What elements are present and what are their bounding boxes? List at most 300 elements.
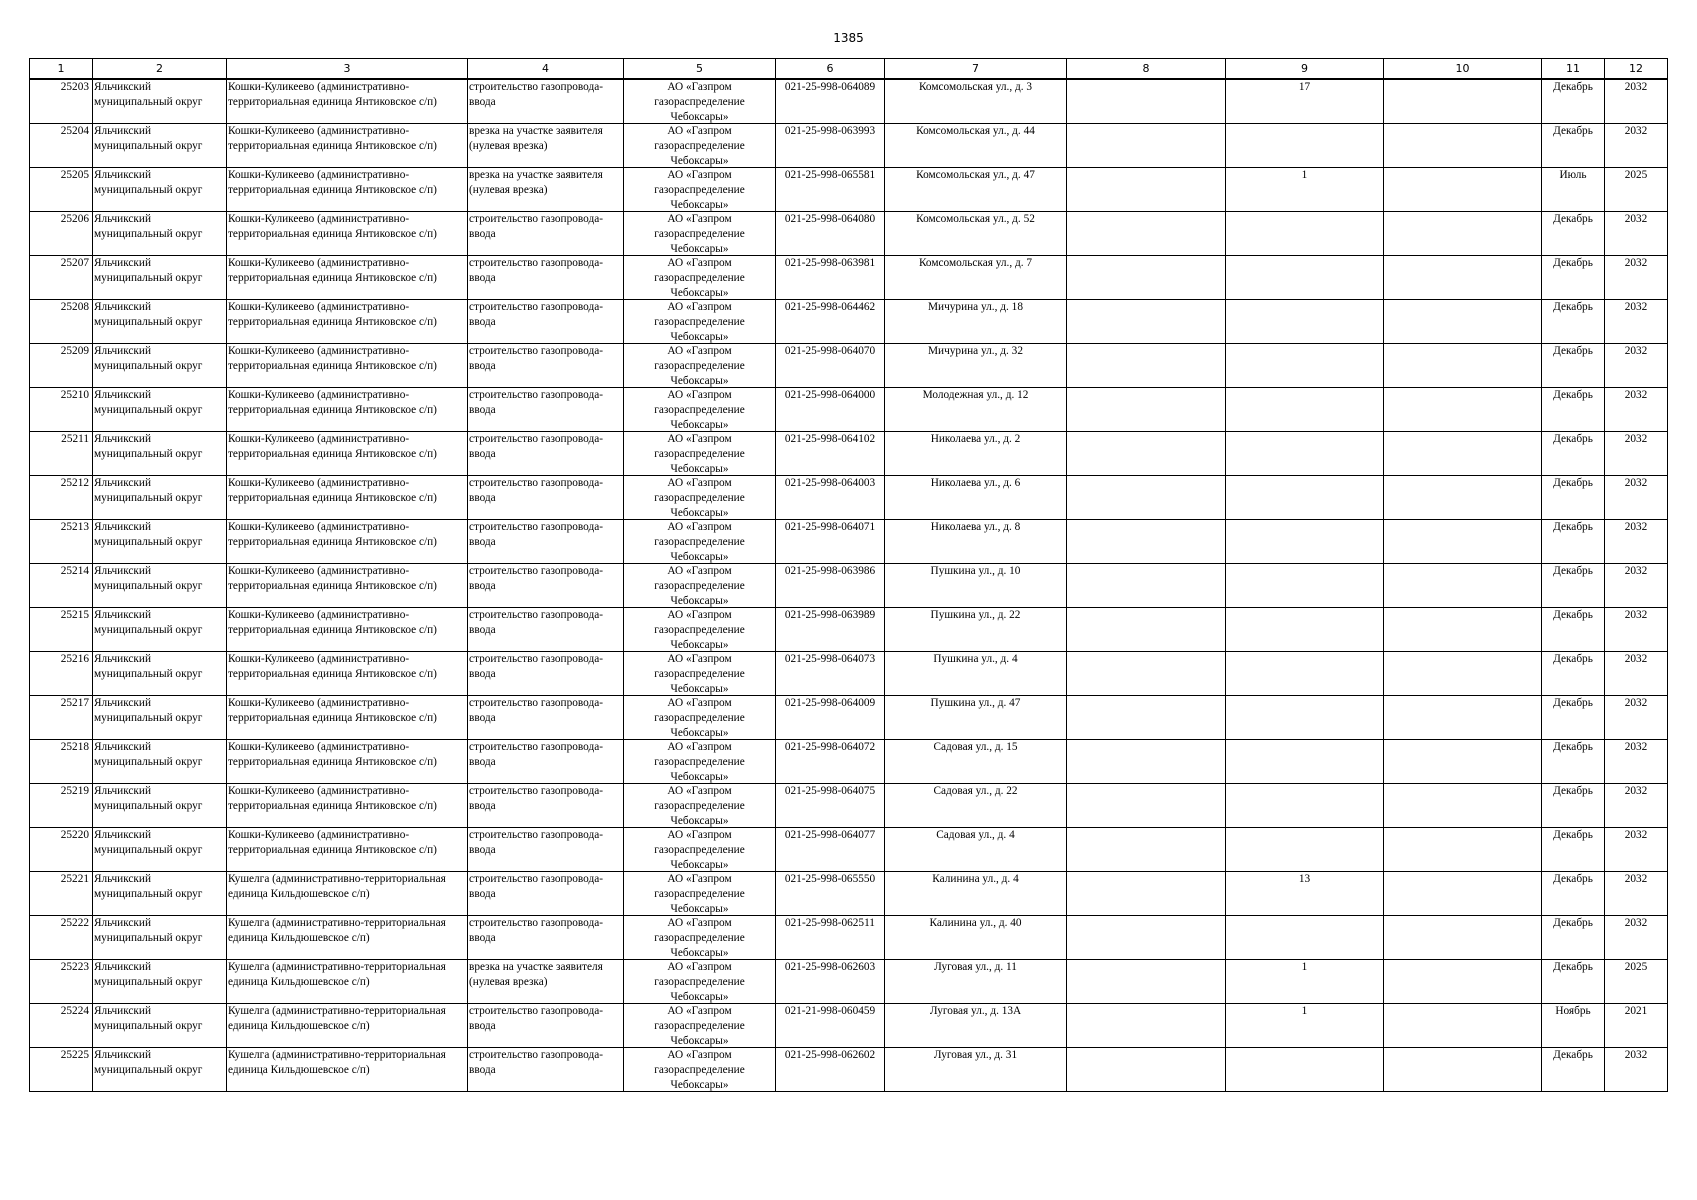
column-9-cell-text [1227, 784, 1382, 827]
district-cell [93, 212, 227, 256]
work-type-cell-text: строительство газопровода-ввода [469, 477, 603, 504]
address-cell [885, 608, 1067, 652]
column-10-cell-text [1385, 564, 1540, 607]
settlement-cell-text: Кошки-Куликеево (административно-территориальная единица Янтиковское с/п) [228, 81, 437, 108]
organization-cell-text: АО «Газпром газораспределение Чебоксары» [654, 81, 745, 123]
address-cell-text: Комсомольская ул., д. 7 [918, 257, 1033, 269]
column-8-cell-text [1068, 476, 1224, 519]
year-cell [1605, 608, 1668, 652]
row-number [30, 1048, 93, 1092]
row-number-text: 25223 [60, 961, 89, 973]
month-cell [1542, 476, 1605, 520]
application-code-cell [776, 212, 885, 256]
column-10-cell [1384, 564, 1542, 608]
column-8-cell [1067, 300, 1226, 344]
district-cell [93, 784, 227, 828]
settlement-cell-text: Кошки-Куликеево (административно-территориальная единица Янтиковское с/п) [228, 433, 437, 460]
address-cell [885, 300, 1067, 344]
row-number [30, 1004, 93, 1048]
table-row [30, 652, 1668, 696]
column-10-cell [1384, 212, 1542, 256]
column-header-3: 3 [227, 59, 468, 80]
column-9-cell [1226, 1004, 1384, 1048]
address-cell-text: Мичурина ул., д. 18 [928, 301, 1023, 313]
application-code-cell [776, 432, 885, 476]
settlement-cell-text: Кошки-Куликеево (административно-территориальная единица Янтиковское с/п) [228, 389, 437, 416]
organization-cell-text: АО «Газпром газораспределение Чебоксары» [654, 301, 745, 343]
work-type-cell-text: строительство газопровода-ввода [469, 653, 603, 680]
organization-cell-text: АО «Газпром газораспределение Чебоксары» [654, 345, 745, 387]
row-number-text: 25222 [60, 917, 89, 929]
settlement-cell-text: Кушелга (административно-территориальная единица Кильдюшевское с/п) [228, 917, 446, 944]
application-code-cell [776, 1004, 885, 1048]
month-cell [1542, 212, 1605, 256]
year-cell [1605, 344, 1668, 388]
district-cell-text: Яльчикский муниципальный округ [94, 741, 203, 768]
organization-cell [624, 828, 776, 872]
column-header-11: 11 [1542, 59, 1605, 80]
settlement-cell-text: Кошки-Куликеево (административно-территориальная единица Янтиковское с/п) [228, 829, 437, 856]
column-10-cell [1384, 960, 1542, 1004]
year-cell [1605, 564, 1668, 608]
column-10-cell-text [1385, 256, 1540, 299]
work-type-cell-text: строительство газопровода-ввода [469, 917, 603, 944]
month-cell-text: Декабрь [1553, 345, 1593, 357]
column-10-cell [1384, 828, 1542, 872]
year-cell-text: 2032 [1624, 653, 1648, 665]
year-cell-text: 2032 [1624, 125, 1648, 137]
month-cell-text: Декабрь [1553, 653, 1593, 665]
application-code-cell [776, 564, 885, 608]
address-cell [885, 476, 1067, 520]
organization-cell-text: АО «Газпром газораспределение Чебоксары» [654, 1005, 745, 1047]
organization-cell [624, 960, 776, 1004]
settlement-cell-text: Кошки-Куликеево (административно-территориальная единица Янтиковское с/п) [228, 521, 437, 548]
organization-cell [624, 1048, 776, 1092]
column-8-cell-text [1068, 212, 1224, 255]
month-cell [1542, 1004, 1605, 1048]
year-cell [1605, 828, 1668, 872]
application-code-cell [776, 520, 885, 564]
column-8-cell-text [1068, 960, 1224, 1003]
row-number [30, 432, 93, 476]
column-9-cell [1226, 784, 1384, 828]
organization-cell-text: АО «Газпром газораспределение Чебоксары» [654, 169, 745, 211]
row-number-text: 25225 [60, 1049, 89, 1061]
address-cell-text: Николаева ул., д. 6 [930, 477, 1021, 489]
address-cell-text: Луговая ул., д. 31 [933, 1049, 1018, 1061]
column-header-6: 6 [776, 59, 885, 80]
year-cell-text: 2032 [1624, 829, 1648, 841]
column-10-cell-text [1385, 476, 1540, 519]
year-cell [1605, 696, 1668, 740]
work-type-cell [468, 344, 624, 388]
year-cell [1605, 916, 1668, 960]
work-type-cell [468, 608, 624, 652]
column-10-cell-text [1385, 828, 1540, 871]
column-9-cell-text: 1 [1301, 961, 1308, 973]
organization-cell-text: АО «Газпром газораспределение Чебоксары» [654, 785, 745, 827]
address-cell-text: Пушкина ул., д. 22 [930, 609, 1021, 621]
organization-cell-text: АО «Газпром газораспределение Чебоксары» [654, 829, 745, 871]
address-cell-text: Пушкина ул., д. 47 [930, 697, 1021, 709]
column-8-cell [1067, 256, 1226, 300]
column-9-cell-text [1227, 432, 1382, 475]
column-9-cell [1226, 212, 1384, 256]
column-10-cell-text [1385, 1004, 1540, 1047]
organization-cell-text: АО «Газпром газораспределение Чебоксары» [654, 609, 745, 651]
year-cell-text: 2032 [1624, 565, 1648, 577]
settlement-cell [227, 344, 468, 388]
row-number-text: 25216 [60, 653, 89, 665]
row-number-text: 25217 [60, 697, 89, 709]
work-type-cell-text: строительство газопровода-ввода [469, 81, 603, 108]
column-8-cell-text [1068, 520, 1224, 563]
column-10-cell-text [1385, 916, 1540, 959]
column-8-cell [1067, 872, 1226, 916]
organization-cell [624, 79, 776, 124]
address-cell-text: Николаева ул., д. 8 [930, 521, 1021, 533]
settlement-cell [227, 916, 468, 960]
organization-cell-text: АО «Газпром газораспределение Чебоксары» [654, 389, 745, 431]
row-number-text: 25210 [60, 389, 89, 401]
district-cell [93, 79, 227, 124]
column-10-cell [1384, 520, 1542, 564]
district-cell-text: Яльчикский муниципальный округ [94, 257, 203, 284]
column-8-cell [1067, 740, 1226, 784]
year-cell [1605, 432, 1668, 476]
column-9-cell [1226, 1048, 1384, 1092]
column-8-cell-text [1068, 168, 1224, 211]
work-type-cell-text: строительство газопровода-ввода [469, 785, 603, 812]
row-number [30, 212, 93, 256]
year-cell-text: 2032 [1624, 609, 1648, 621]
organization-cell [624, 256, 776, 300]
work-type-cell-text: строительство газопровода-ввода [469, 609, 603, 636]
year-cell [1605, 652, 1668, 696]
work-type-cell [468, 696, 624, 740]
settlement-cell-text: Кошки-Куликеево (административно-территориальная единица Янтиковское с/п) [228, 697, 437, 724]
table-row [30, 608, 1668, 652]
application-code-cell-text: 021-25-998-063989 [784, 609, 876, 621]
month-cell-text: Декабрь [1553, 829, 1593, 841]
column-10-cell [1384, 476, 1542, 520]
column-10-cell [1384, 124, 1542, 168]
year-cell [1605, 168, 1668, 212]
row-number [30, 256, 93, 300]
district-cell-text: Яльчикский муниципальный округ [94, 785, 203, 812]
column-9-cell [1226, 916, 1384, 960]
column-10-cell [1384, 256, 1542, 300]
application-code-cell [776, 872, 885, 916]
settlement-cell [227, 432, 468, 476]
application-code-cell [776, 828, 885, 872]
column-9-cell-text [1227, 212, 1382, 255]
column-9-cell [1226, 564, 1384, 608]
row-number [30, 872, 93, 916]
year-cell [1605, 1048, 1668, 1092]
column-10-cell [1384, 696, 1542, 740]
month-cell-text: Декабрь [1553, 917, 1593, 929]
settlement-cell-text: Кушелга (административно-территориальная единица Кильдюшевское с/п) [228, 1005, 446, 1032]
month-cell [1542, 872, 1605, 916]
column-9-cell [1226, 476, 1384, 520]
column-10-cell-text [1385, 80, 1540, 123]
district-cell [93, 740, 227, 784]
address-cell [885, 960, 1067, 1004]
column-9-cell [1226, 740, 1384, 784]
organization-cell [624, 740, 776, 784]
application-code-cell [776, 784, 885, 828]
work-type-cell-text: строительство газопровода-ввода [469, 1005, 603, 1032]
organization-cell [624, 476, 776, 520]
district-cell [93, 652, 227, 696]
district-cell [93, 388, 227, 432]
settlement-cell [227, 300, 468, 344]
application-code-cell-text: 021-21-998-060459 [784, 1005, 876, 1017]
gasification-table [29, 58, 1668, 1092]
application-code-cell-text: 021-25-998-064089 [784, 81, 876, 93]
column-10-cell [1384, 432, 1542, 476]
organization-cell-text: АО «Газпром газораспределение Чебоксары» [654, 873, 745, 915]
work-type-cell-text: врезка на участке заявителя (нулевая врезка) [469, 125, 603, 152]
column-8-cell [1067, 344, 1226, 388]
settlement-cell [227, 652, 468, 696]
district-cell-text: Яльчикский муниципальный округ [94, 433, 203, 460]
month-cell [1542, 1048, 1605, 1092]
table-row [30, 256, 1668, 300]
application-code-cell [776, 388, 885, 432]
district-cell [93, 344, 227, 388]
month-cell-text: Декабрь [1553, 873, 1593, 885]
year-cell-text: 2032 [1624, 257, 1648, 269]
column-10-cell [1384, 1048, 1542, 1092]
row-number-text: 25215 [60, 609, 89, 621]
month-cell-text: Декабрь [1553, 389, 1593, 401]
column-8-cell [1067, 828, 1226, 872]
district-cell-text: Яльчикский муниципальный округ [94, 477, 203, 504]
address-cell-text: Комсомольская ул., д. 44 [916, 125, 1035, 137]
year-cell [1605, 79, 1668, 124]
district-cell-text: Яльчикский муниципальный округ [94, 125, 203, 152]
column-9-cell-text [1227, 564, 1382, 607]
column-header-4: 4 [468, 59, 624, 80]
work-type-cell [468, 828, 624, 872]
column-9-cell-text [1227, 256, 1382, 299]
month-cell-text: Декабрь [1553, 521, 1593, 533]
row-number [30, 124, 93, 168]
district-cell-text: Яльчикский муниципальный округ [94, 81, 203, 108]
year-cell-text: 2032 [1624, 81, 1648, 93]
application-code-cell [776, 476, 885, 520]
year-cell-text: 2021 [1624, 1005, 1648, 1017]
application-code-cell-text: 021-25-998-063986 [784, 565, 876, 577]
column-8-cell [1067, 696, 1226, 740]
district-cell [93, 124, 227, 168]
column-header-7: 7 [885, 59, 1067, 80]
organization-cell [624, 872, 776, 916]
district-cell-text: Яльчикский муниципальный округ [94, 345, 203, 372]
district-cell-text: Яльчикский муниципальный округ [94, 1005, 203, 1032]
column-10-cell [1384, 784, 1542, 828]
application-code-cell [776, 652, 885, 696]
column-header-5: 5 [624, 59, 776, 80]
district-cell-text: Яльчикский муниципальный округ [94, 829, 203, 856]
header-row [30, 59, 1668, 80]
address-cell-text: Молодежная ул., д. 12 [922, 389, 1029, 401]
column-8-cell-text [1068, 872, 1224, 915]
settlement-cell-text: Кошки-Куликеево (административно-территориальная единица Янтиковское с/п) [228, 565, 437, 592]
row-number [30, 520, 93, 564]
district-cell-text: Яльчикский муниципальный округ [94, 609, 203, 636]
column-10-cell-text [1385, 696, 1540, 739]
row-number-text: 25219 [60, 785, 89, 797]
settlement-cell [227, 608, 468, 652]
month-cell [1542, 432, 1605, 476]
address-cell [885, 168, 1067, 212]
column-8-cell [1067, 212, 1226, 256]
column-10-cell-text [1385, 168, 1540, 211]
row-number [30, 652, 93, 696]
row-number-text: 25207 [60, 257, 89, 269]
application-code-cell-text: 021-25-998-064000 [784, 389, 876, 401]
column-8-cell-text [1068, 828, 1224, 871]
work-type-cell-text: строительство газопровода-ввода [469, 433, 603, 460]
application-code-cell-text: 021-25-998-062603 [784, 961, 876, 973]
settlement-cell [227, 960, 468, 1004]
address-cell [885, 212, 1067, 256]
work-type-cell [468, 652, 624, 696]
organization-cell [624, 388, 776, 432]
work-type-cell [468, 300, 624, 344]
table-row [30, 960, 1668, 1004]
row-number-text: 25224 [60, 1005, 89, 1017]
month-cell-text: Июль [1559, 169, 1587, 181]
work-type-cell-text: строительство газопровода-ввода [469, 873, 603, 900]
month-cell [1542, 784, 1605, 828]
month-cell-text: Декабрь [1553, 785, 1593, 797]
district-cell-text: Яльчикский муниципальный округ [94, 565, 203, 592]
column-9-cell-text [1227, 476, 1382, 519]
work-type-cell [468, 124, 624, 168]
work-type-cell [468, 212, 624, 256]
column-10-cell [1384, 652, 1542, 696]
column-10-cell-text [1385, 344, 1540, 387]
address-cell [885, 828, 1067, 872]
column-9-cell [1226, 608, 1384, 652]
column-9-cell-text [1227, 652, 1382, 695]
district-cell-text: Яльчикский муниципальный округ [94, 213, 203, 240]
row-number [30, 916, 93, 960]
year-cell [1605, 872, 1668, 916]
year-cell [1605, 784, 1668, 828]
organization-cell [624, 652, 776, 696]
month-cell [1542, 960, 1605, 1004]
row-number [30, 828, 93, 872]
column-10-cell-text [1385, 740, 1540, 783]
month-cell-text: Декабрь [1553, 609, 1593, 621]
month-cell [1542, 696, 1605, 740]
application-code-cell [776, 740, 885, 784]
column-8-cell [1067, 1048, 1226, 1092]
table-row [30, 872, 1668, 916]
column-10-cell-text [1385, 872, 1540, 915]
address-cell-text: Комсомольская ул., д. 52 [916, 213, 1035, 225]
work-type-cell-text: строительство газопровода-ввода [469, 829, 603, 856]
year-cell-text: 2032 [1624, 345, 1648, 357]
organization-cell-text: АО «Газпром газораспределение Чебоксары» [654, 477, 745, 519]
address-cell-text: Николаева ул., д. 2 [930, 433, 1021, 445]
work-type-cell-text: врезка на участке заявителя (нулевая врезка) [469, 961, 603, 988]
year-cell-text: 2025 [1624, 169, 1648, 181]
month-cell-text: Декабрь [1553, 477, 1593, 489]
month-cell-text: Декабрь [1553, 81, 1593, 93]
column-9-cell [1226, 124, 1384, 168]
column-10-cell [1384, 1004, 1542, 1048]
address-cell [885, 79, 1067, 124]
row-number-text: 25214 [60, 565, 89, 577]
month-cell [1542, 828, 1605, 872]
column-9-cell-text [1227, 608, 1382, 651]
column-10-cell [1384, 388, 1542, 432]
work-type-cell [468, 520, 624, 564]
column-9-cell [1226, 344, 1384, 388]
month-cell [1542, 608, 1605, 652]
column-10-cell-text [1385, 212, 1540, 255]
work-type-cell-text: строительство газопровода-ввода [469, 345, 603, 372]
application-code-cell [776, 124, 885, 168]
year-cell-text: 2032 [1624, 1049, 1648, 1061]
month-cell [1542, 124, 1605, 168]
settlement-cell-text: Кушелга (административно-территориальная единица Кильдюшевское с/п) [228, 873, 446, 900]
work-type-cell-text: строительство газопровода-ввода [469, 741, 603, 768]
district-cell [93, 1004, 227, 1048]
work-type-cell-text: строительство газопровода-ввода [469, 301, 603, 328]
district-cell-text: Яльчикский муниципальный округ [94, 389, 203, 416]
work-type-cell-text: строительство газопровода-ввода [469, 1049, 603, 1076]
table-row [30, 828, 1668, 872]
organization-cell-text: АО «Газпром газораспределение Чебоксары» [654, 741, 745, 783]
address-cell [885, 740, 1067, 784]
organization-cell [624, 344, 776, 388]
settlement-cell-text: Кошки-Куликеево (административно-территориальная единица Янтиковское с/п) [228, 301, 437, 328]
settlement-cell [227, 476, 468, 520]
application-code-cell [776, 696, 885, 740]
district-cell [93, 916, 227, 960]
column-8-cell [1067, 476, 1226, 520]
year-cell-text: 2032 [1624, 301, 1648, 313]
year-cell [1605, 388, 1668, 432]
column-9-cell [1226, 388, 1384, 432]
work-type-cell-text: строительство газопровода-ввода [469, 565, 603, 592]
column-8-cell [1067, 608, 1226, 652]
settlement-cell-text: Кошки-Куликеево (административно-территориальная единица Янтиковское с/п) [228, 477, 437, 504]
column-8-cell [1067, 960, 1226, 1004]
row-number-text: 25221 [60, 873, 89, 885]
table-header [30, 59, 1668, 80]
year-cell [1605, 300, 1668, 344]
year-cell [1605, 476, 1668, 520]
month-cell-text: Декабрь [1553, 961, 1593, 973]
settlement-cell [227, 872, 468, 916]
organization-cell [624, 1004, 776, 1048]
district-cell [93, 828, 227, 872]
application-code-cell-text: 021-25-998-064071 [784, 521, 876, 533]
district-cell [93, 432, 227, 476]
column-9-cell [1226, 696, 1384, 740]
address-cell [885, 916, 1067, 960]
settlement-cell-text: Кошки-Куликеево (административно-территориальная единица Янтиковское с/п) [228, 125, 437, 152]
